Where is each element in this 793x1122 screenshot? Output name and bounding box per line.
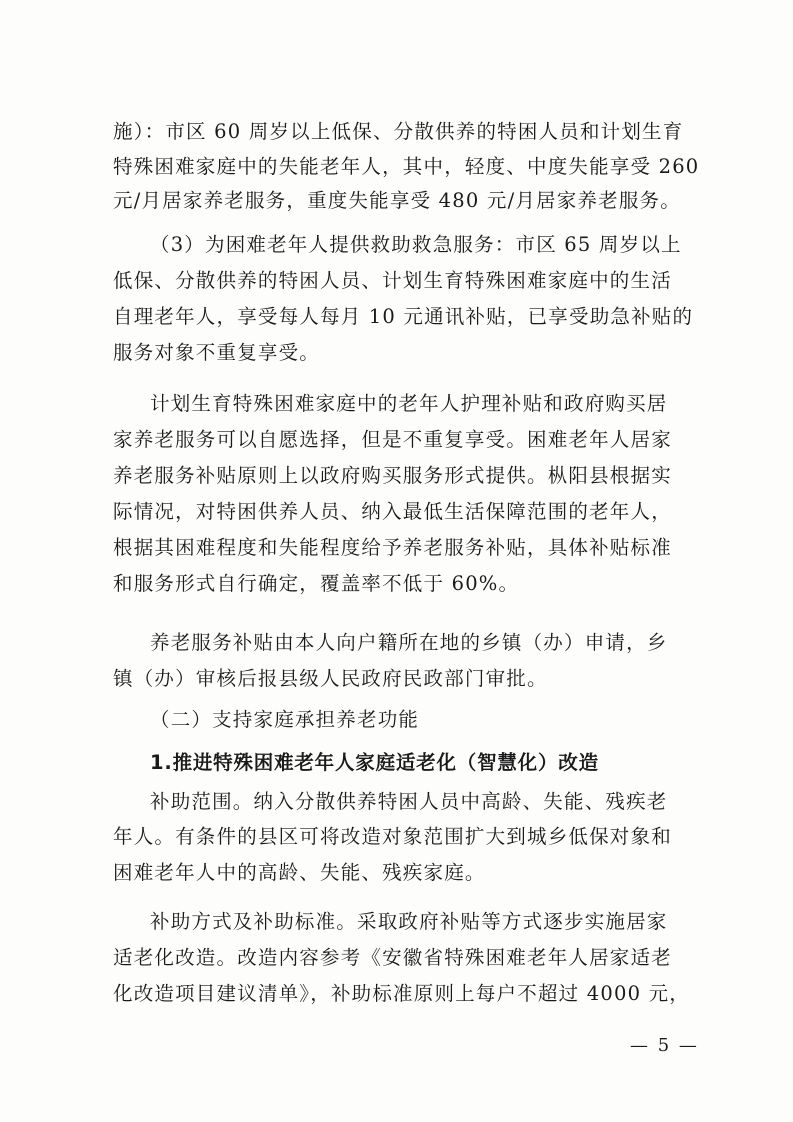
text-line: 服务对象不重复享受。 [113, 341, 321, 364]
text-line: 化改造项目建议清单》，补助标准原则上每户不超过 4000 元， [113, 982, 690, 1005]
page-number: — 5 — [630, 1035, 699, 1056]
text-line: 计划生育特殊困难家庭中的老年人护理补贴和政府购买居 [150, 392, 668, 415]
text-line: 根据其困难程度和失能程度给予养老服务补贴，具体补贴标准 [113, 536, 672, 559]
text-line: 补助范围。纳入分散供养特困人员中高龄、失能、残疾老 [150, 790, 668, 813]
text-line: 家养老服务可以自愿选择，但是不重复享受。困难老年人居家 [113, 428, 672, 451]
text-line: 镇（办）审核后报县级人民政府民政部门审批。 [113, 667, 548, 690]
text-line: 自理老年人，享受每人每月 10 元通讯补贴，已享受助急补贴的 [113, 305, 694, 328]
text-line: 特殊困难家庭中的失能老年人，其中，轻度、中度失能享受 260 [113, 155, 700, 178]
section-heading: （二）支持家庭承担养老功能 [150, 708, 420, 731]
text-line: 补助方式及补助标准。采取政府补贴等方式逐步实施居家 [150, 910, 668, 933]
text-line: 适老化改造。改造内容参考《安徽省特殊困难老年人居家适老 [113, 946, 672, 969]
text-line: 施）：市区 60 周岁以上低保、分散供养的特困人员和计划生育 [113, 120, 684, 143]
text-line: （3）为困难老年人提供救助救急服务：市区 65 周岁以上 [150, 233, 682, 256]
text-line: 元/月居家养老服务，重度失能享受 480 元/月居家养老服务。 [113, 189, 681, 212]
text-line: 和服务形式自行确定，覆盖率不低于 60%。 [113, 572, 520, 595]
text-line: 低保、分散供养的特困人员、计划生育特殊困难家庭中的生活 [113, 269, 672, 292]
text-line: 养老服务补贴由本人向户籍所在地的乡镇（办）申请，乡 [150, 631, 668, 654]
subsection-heading: 1.推进特殊困难老年人家庭适老化（智慧化）改造 [150, 751, 599, 774]
text-line: 年人。有条件的县区可将改造对象范围扩大到城乡低保对象和 [113, 825, 672, 848]
text-line: 际情况，对特困供养人员、纳入最低生活保障范围的老年人， [113, 500, 672, 523]
text-line: 养老服务补贴原则上以政府购买服务形式提供。枞阳县根据实 [113, 464, 672, 487]
text-line: 困难老年人中的高龄、失能、残疾家庭。 [113, 861, 486, 884]
